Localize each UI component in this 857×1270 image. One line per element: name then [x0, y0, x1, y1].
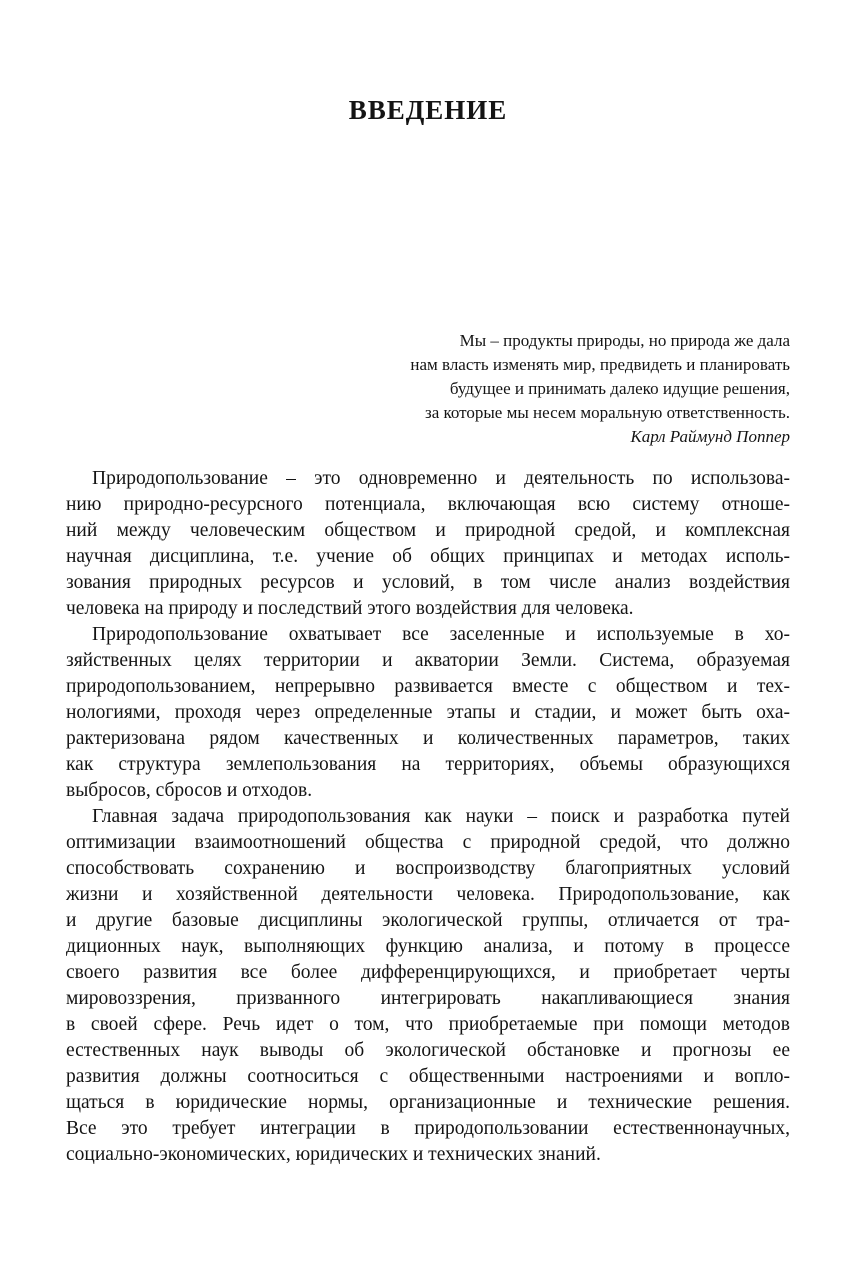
text-line: как структура землепользования на территориях, объемы образующихся [66, 754, 790, 775]
epigraph [310, 329, 790, 449]
text-line: мировоззрения, призванного интегрировать накапливающиеся знания [66, 988, 790, 1009]
text-line: за которые мы несем моральную ответственность. [424, 403, 790, 422]
chapter-title: ВВЕДЕНИЕ [348, 95, 508, 125]
text-line: в своей сфере. Речь идет о том, что приобретаемые при помощи методов [66, 1014, 790, 1035]
epigraph-attribution: Карл Раймунд Поппер [630, 427, 790, 446]
paragraph [66, 466, 790, 622]
text-line: зяйственных целях территории и акватории Земли. Система, образуемая [66, 650, 790, 671]
text-line: способствовать сохранению и воспроизводству благоприятных условий [66, 858, 790, 879]
paragraph [66, 804, 790, 1168]
text-line: нологиями, проходя через определенные этапы и стадии, и может быть оха- [66, 702, 790, 723]
text-line: Природопользование – это одновременно и деятельность по использова- [92, 468, 790, 489]
text-line: будущее и принимать далеко идущие решения, [449, 379, 790, 398]
text-line: Главная задача природопользования как науки – поиск и разработка путей [92, 806, 790, 827]
text-line: щаться в юридические нормы, организационные и технические решения. [66, 1092, 790, 1113]
text-line: оптимизации взаимоотношений общества с природной средой, что должно [66, 832, 790, 853]
text-line: ний между человеческим обществом и природной средой, и комплексная [66, 520, 790, 541]
paragraph [66, 622, 790, 804]
text-line: природопользованием, непрерывно развивается вместе с обществом и тех- [66, 676, 790, 697]
epigraph-lines [310, 329, 790, 425]
text-line: выбросов, сбросов и отходов. [66, 780, 313, 801]
text-line: диционных наук, выполняющих функцию анализа, и потому в процессе [66, 936, 790, 957]
text-line: социально-экономических, юридических и технических знаний. [66, 1144, 601, 1165]
text-line: развития должны соотноситься с общественными настроениями и вопло- [66, 1066, 790, 1087]
text-line: Все это требует интеграции в природопользовании естественнонаучных, [66, 1118, 790, 1139]
text-line: зования природных ресурсов и условий, в том числе анализ воздействия [66, 572, 790, 593]
text-line: научная дисциплина, т.е. учение об общих принципах и методах исполь- [66, 546, 790, 567]
text-line: человека на природу и последствий этого воздействия для человека. [66, 598, 634, 619]
text-line: Природопользование охватывает все заселенные и используемые в хо- [92, 624, 790, 645]
text-line: жизни и хозяйственной деятельности человека. Природопользование, как [66, 884, 790, 905]
text-line: рактеризована рядом качественных и количественных параметров, таких [66, 728, 790, 749]
text-line: Мы – продукты природы, но природа же дала [459, 331, 790, 350]
text-line: нию природно-ресурсного потенциала, включающая всю систему отноше- [66, 494, 790, 515]
text-line: своего развития все более дифференцирующихся, и приобретает черты [66, 962, 790, 983]
text-line: и другие базовые дисциплины экологической группы, отличается от тра- [66, 910, 790, 931]
text-line: естественных наук выводы об экологической обстановке и прогнозы ее [66, 1040, 790, 1061]
body-paragraphs [66, 466, 790, 1168]
text-line: нам власть изменять мир, предвидеть и планировать [410, 355, 790, 374]
